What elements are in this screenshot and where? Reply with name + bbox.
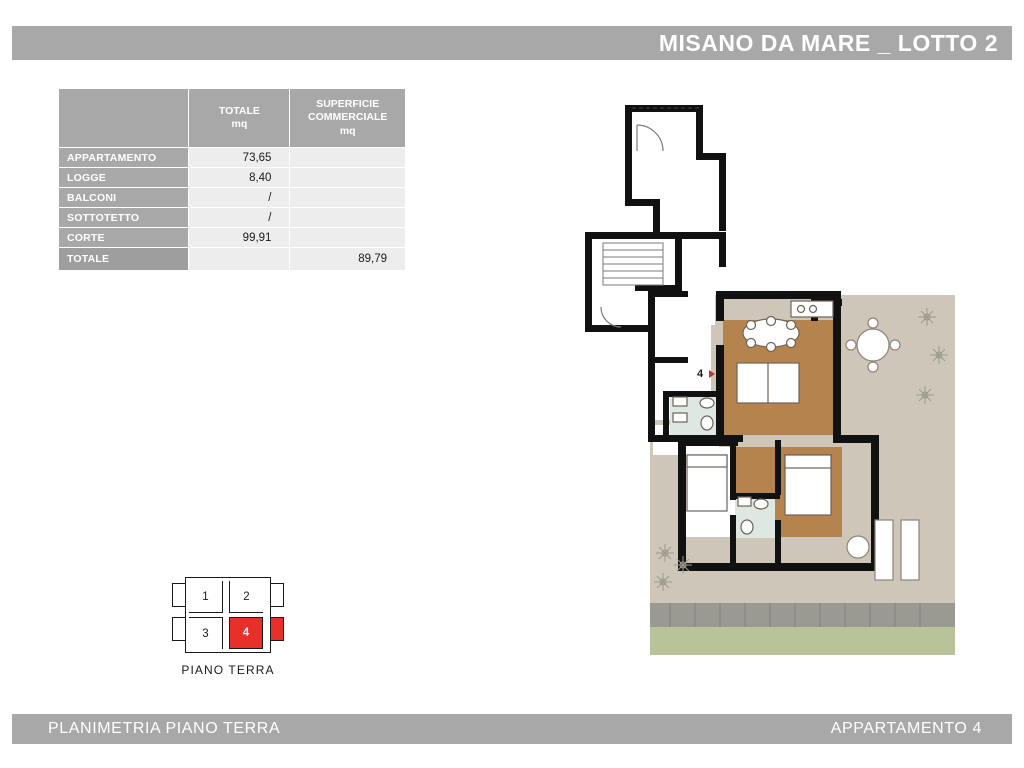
row-label-balconi: BALCONI: [59, 188, 189, 208]
row-commercial-logge: [290, 168, 406, 188]
keyplan-unit-2[interactable]: 2: [229, 581, 263, 613]
column-header-commercial-line3: mq: [339, 124, 356, 137]
table-header-row: [59, 89, 406, 148]
keyplan-tab-left-top: [172, 583, 186, 607]
row-label-sottotetto: SOTTOTETTO: [59, 208, 189, 228]
keyplan-label: PIANO TERRA: [181, 663, 275, 677]
row-commercial-appartamento: [290, 148, 406, 168]
table-row: [59, 228, 406, 248]
column-header-blank: [59, 89, 189, 148]
row-label-corte: CORTE: [59, 228, 189, 248]
row-label-logge: LOGGE: [59, 168, 189, 188]
row-total-totale: [189, 248, 290, 271]
column-header-commercial-line1: SUPERFICIE: [316, 98, 380, 111]
floorplan-unit-marker-arrow-icon: [709, 370, 715, 378]
table-total-row: [59, 248, 406, 271]
keyplan-unit-3[interactable]: 3: [189, 617, 223, 649]
column-header-total-line2: mq: [231, 118, 248, 130]
keyplan-unit-4[interactable]: 4: [229, 617, 263, 649]
footer-bar: [12, 714, 1012, 744]
row-commercial-corte: [290, 228, 406, 248]
column-header-total-line1: TOTALE: [218, 104, 260, 117]
keyplan: [168, 575, 288, 677]
column-header-total: [189, 89, 290, 148]
keyplan-figure: [172, 575, 284, 655]
keyplan-tab-left-bottom: [172, 617, 186, 641]
keyplan-tab-right-bottom: [270, 617, 284, 641]
table-row: [59, 208, 406, 228]
keyplan-unit-1[interactable]: 1: [189, 581, 223, 613]
row-label-appartamento: APPARTAMENTO: [59, 148, 189, 168]
row-total-corte: 99,91: [189, 228, 290, 248]
header-bar: [12, 26, 1012, 60]
row-total-logge: 8,40: [189, 168, 290, 188]
row-label-totale: TOTALE: [59, 248, 189, 271]
table-row: [59, 148, 406, 168]
page-title: MISANO DA MARE _ LOTTO 2: [658, 29, 998, 56]
surface-area-table: [58, 88, 406, 271]
row-total-sottotetto: /: [189, 208, 290, 228]
table-row: [59, 168, 406, 188]
column-header-commercial: [290, 89, 406, 148]
floorplan-drawing: [575, 95, 975, 670]
row-total-balconi: /: [189, 188, 290, 208]
floorplan-unit-marker: 4: [697, 368, 704, 380]
row-commercial-sottotetto: [290, 208, 406, 228]
row-total-appartamento: 73,65: [189, 148, 290, 168]
row-commercial-totale: 89,79: [290, 248, 406, 271]
column-header-commercial-line2: COMMERCIALE: [308, 111, 388, 124]
keyplan-tab-right-top: [270, 583, 284, 607]
footer-title-left: PLANIMETRIA PIANO TERRA: [48, 720, 281, 737]
table-row: [59, 188, 406, 208]
row-commercial-balconi: [290, 188, 406, 208]
footer-title-right: APPARTAMENTO 4: [830, 720, 982, 737]
